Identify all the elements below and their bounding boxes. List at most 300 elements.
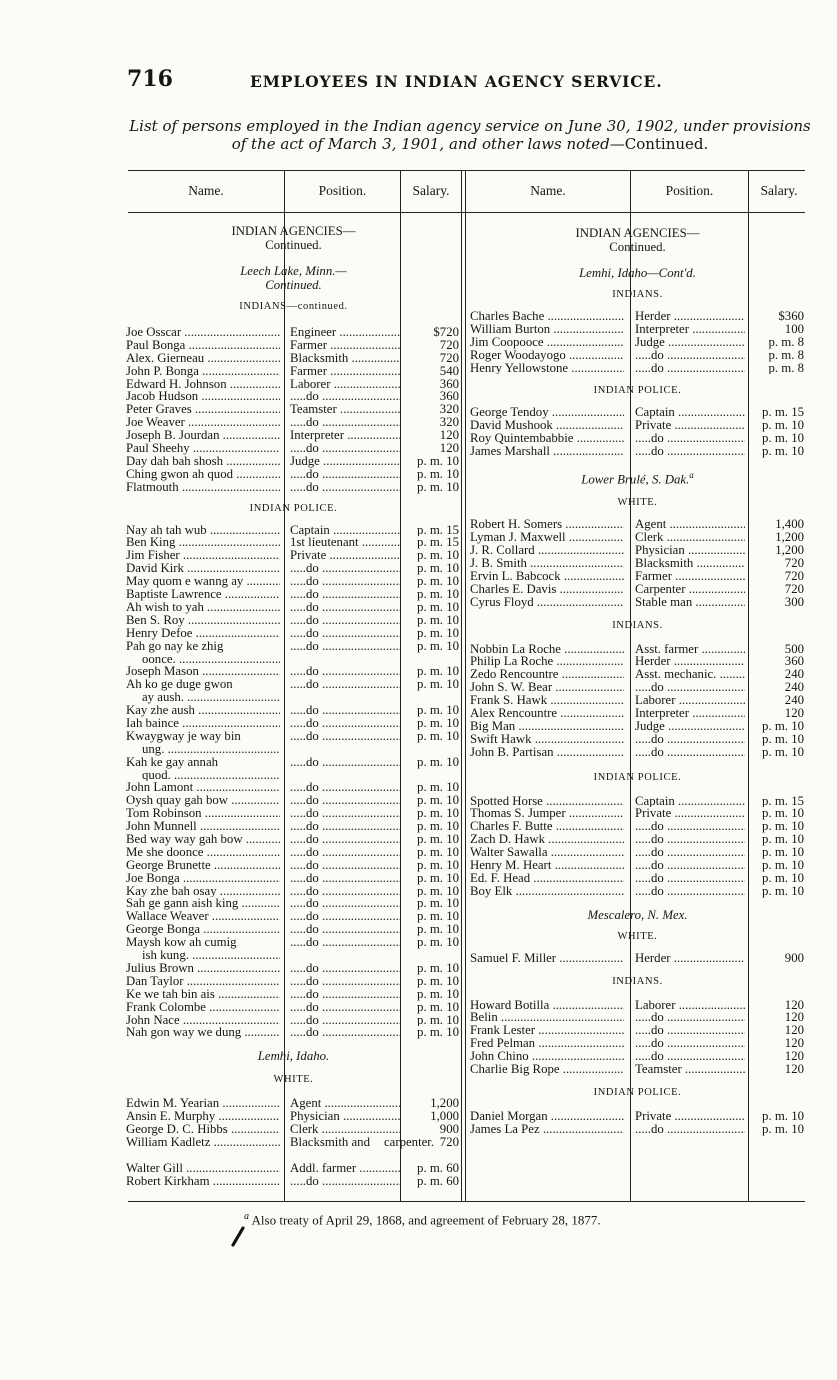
employee-name-text: George Tendoy [470,406,549,420]
salary-cell: 360 [439,377,459,391]
table-row [470,668,805,681]
employee-name-text: Alex Rencountre [470,706,558,720]
position-text: .....do [290,910,319,924]
employee-name [470,1063,624,1076]
employee-name-text: Howard Botilla [470,998,550,1012]
employee-name-text: Joe Weaver [126,416,185,430]
table-row [470,733,805,746]
table-row [470,707,805,720]
table-row [470,999,805,1012]
salary-cell: p. m. 15 [417,523,459,537]
footnote-text: Also treaty of April 29, 1868, and agreement of February 28, 1877. [251,1212,601,1228]
employee-name-cont: oonce. ..... [126,653,280,666]
employee-name-text: Swift Hawk [470,732,532,746]
employee-name [126,1014,280,1027]
position-text: .....do [290,974,319,988]
section-heading-text: INDIANS—continued. [239,301,348,312]
position-text: Physician [635,544,685,557]
table-row [470,557,805,570]
position-cell [290,614,400,627]
position-cell [290,640,400,653]
section-heading [470,226,805,254]
table-row [126,794,461,807]
salary-cell: 120 [784,1050,804,1064]
employee-name-text: Nay ah tah wub [126,523,207,537]
salary-cell: 720 [784,569,804,583]
employee-name-text: Tom Robinson [126,807,202,821]
position-text: Herder [635,951,671,965]
table-row [470,349,805,362]
table-row [126,730,461,756]
employee-name-text: Joe Bonga [126,871,180,885]
salary-cell: p. m. 10 [417,820,459,834]
header-name: Name. [530,183,566,198]
position-text: .....do [290,871,319,885]
position-text: .....do [635,732,664,746]
position-text: .....do [635,348,664,362]
table-row [126,390,461,403]
table-row [126,536,461,549]
salary-cell: p. m. 10 [417,716,459,730]
employee-name-text: Big Man [470,719,516,733]
employee-name [470,432,624,445]
table-row [126,975,461,988]
employee-name [126,1001,280,1014]
salary-cell: p. m. 10 [417,910,459,924]
table-row [470,583,805,596]
employee-name-text: Ching gwon ah quod [126,467,233,481]
table-row [126,1026,461,1039]
table-row [126,910,461,923]
employee-name-text: George Brunette [126,858,211,872]
employee-name-text: David Mushook [470,419,553,433]
table-row [470,1024,805,1037]
employee-name [126,1175,280,1188]
section-heading-text: Continued. [265,238,322,252]
employee-name [126,975,280,988]
employee-name-text: John S. W. Bear [470,681,553,695]
employee-name [126,846,280,859]
section-heading [470,908,805,922]
employee-name [126,859,280,872]
table-row [470,694,805,707]
left-table-column [126,224,461,1188]
position-text: .....do [635,681,664,695]
salary-cell: 120 [784,1024,804,1038]
position-text: .....do [290,729,319,743]
position-text: Blacksmith [635,556,694,570]
salary-cell: p. m. 10 [417,600,459,614]
salary-cell: p. m. 10 [762,833,804,847]
table-row [470,846,805,859]
salary-cell: p. m. 10 [417,858,459,872]
position-text: .....do [290,480,319,494]
salary-cell: 120 [784,1011,804,1025]
position-text: Laborer [290,377,331,391]
position-text: .....do [635,745,664,759]
employee-name-text: Kah ke gay annah [126,754,219,769]
salary-cell: p. m. 10 [762,1122,804,1136]
table-row [126,481,461,494]
position-cell [635,531,745,544]
salary-cell: 320 [439,403,459,417]
employee-name-text: Lyman J. Maxwell [470,531,566,545]
employee-name [470,952,624,965]
salary-cell: 100 [784,322,804,336]
employee-name [126,885,280,898]
employee-name [126,678,280,704]
position-text: .....do [290,755,319,769]
position-cell [290,549,400,562]
position-cell [290,678,400,691]
employee-name-text: Spotted Horse [470,794,543,808]
position-cell [290,1097,400,1110]
salary-cell: p. m. 10 [762,719,804,733]
salary-cell: p. m. 10 [417,897,459,911]
table-row [470,885,805,898]
position-text: .....do [290,1013,319,1027]
salary-cell: p. m. 10 [417,480,459,494]
employee-name [126,988,280,1001]
position-cell [635,668,745,681]
section-heading-text: INDIAN POLICE. [593,1086,682,1098]
table-row [126,326,461,339]
employee-name [470,531,624,544]
position-cell [635,720,745,733]
table-row [126,549,461,562]
table-row [470,1110,805,1123]
position-text: .....do [290,1000,319,1014]
table-row [470,419,805,432]
salary-cell: 1,200 [775,531,804,545]
ink-mark [228,1226,248,1248]
salary-cell: p. m. 15 [762,794,804,808]
position-cell [290,468,400,481]
employee-name [126,1162,280,1175]
salary-cell: 900 [784,951,804,965]
position-cell [635,596,745,609]
table-row [126,1110,461,1123]
employee-name-cont: ish kung. ..... [126,949,280,962]
salary-cell: 240 [784,681,804,695]
salary-cell: 320 [439,416,459,430]
employee-name-text: John B. Partisan [470,745,554,759]
employee-name [126,429,280,442]
employee-name-text: James La Pez [470,1122,540,1136]
position-text: Agent [290,1097,322,1111]
section-heading [470,771,805,785]
position-text: Judge [635,719,665,733]
position-text: .....do [635,846,664,859]
salary-cell: 240 [784,694,804,707]
employee-name-text: William Burton [470,322,551,336]
salary-cell: 720 [439,338,459,352]
employee-name [470,1011,624,1024]
section-heading-text: INDIANS. [612,975,663,987]
position-cell [290,833,400,846]
employee-name-text: Ed. F. Head [470,871,531,885]
position-cell [635,820,745,833]
salary-cell: p. m. 10 [762,871,804,885]
table-row [126,455,461,468]
header-position: Position. [318,183,367,198]
salary-cell: p. m. 10 [417,833,459,846]
position-text: .....do [290,665,319,679]
position-text: Addl. farmer [290,1161,357,1175]
table-row [126,365,461,378]
employee-name [470,681,624,694]
position-text: .....do [290,639,319,653]
table-row [126,756,461,782]
position-cell [635,362,745,375]
employee-name [126,807,280,820]
employee-name [470,707,624,720]
position-text: .....do [290,961,319,975]
position-cell [635,323,745,336]
employee-name-text: Cyrus Floyd [470,595,534,609]
employee-name [126,614,280,627]
position-text: Blacksmith [290,351,349,365]
employee-name-text: Alex. Gierneau [126,351,205,365]
salary-cell: p. m. 10 [417,1013,459,1027]
employee-name [470,310,624,323]
employee-name [126,481,280,494]
salary-cell: p. m. 10 [417,936,459,950]
position-cell [635,694,745,707]
position-cell [290,962,400,975]
footnote [244,1211,601,1228]
employee-name [470,655,624,668]
section-heading [470,496,805,510]
position-cell [290,339,400,352]
position-text: Interpreter [290,429,344,443]
table-row [470,872,805,885]
position-cell [635,570,745,583]
employee-name-text: Samuel F. Miller [470,951,557,965]
position-cell [290,575,400,588]
employee-name [470,349,624,362]
salary-cell: p. m. 10 [417,845,459,859]
table-row [126,962,461,975]
employee-name [470,596,624,609]
position-text: .....do [290,704,319,717]
salary-cell: p. m. 10 [417,626,459,640]
salary-cell: p. m. 10 [762,419,804,433]
salary-cell: p. m. 10 [417,549,459,563]
employee-name [470,795,624,808]
table-row [470,795,805,808]
employee-name-text: Ervin L. Babcock [470,569,561,583]
position-cell [290,326,400,339]
table-row [126,1014,461,1027]
position-cell [290,781,400,794]
employee-name-text: Roger Woodayogo [470,348,566,362]
employee-name-text: Jacob Hudson [126,390,199,404]
position-text: .....do [635,445,664,459]
position-text: .....do [290,575,319,589]
header-bottom-rule [128,212,805,213]
table-row [126,378,461,391]
table-row [126,1001,461,1014]
table-row [126,859,461,872]
salary-cell: 120 [784,998,804,1012]
employee-name [126,524,280,537]
position-cell [290,859,400,872]
employee-name [470,362,624,375]
salary-cell: 240 [784,668,804,682]
salary-cell: p. m. 10 [762,732,804,746]
position-cell [290,588,400,601]
position-text: .....do [290,897,319,911]
employee-name-text: Charles F. Butte [470,820,553,834]
position-text: Judge [290,454,320,468]
salary-cell: 360 [439,390,459,404]
employee-name [470,406,624,419]
position-cell [290,429,400,442]
position-text: Carpenter [635,582,686,596]
employee-name [126,936,280,962]
employee-name [126,575,280,588]
position-text: .....do [290,820,319,834]
table-bottom-rule [128,1201,805,1202]
employee-name-cont: ung. ..... [126,743,280,756]
employee-name [470,872,624,885]
salary-cell: 120 [784,1063,804,1076]
table-row [470,570,805,583]
table-row [470,1050,805,1063]
salary-cell: p. m. 10 [417,884,459,898]
position-text: Agent [635,518,667,532]
position-cell [635,518,745,531]
employee-name-text: Maysh kow ah cumig [126,935,237,950]
salary-cell: p. m. 10 [417,678,459,692]
table-row [126,678,461,704]
footnote-marker: a [244,1211,249,1222]
table-row [470,859,805,872]
table-row [126,1162,461,1175]
employee-name-text: Henry M. Heart [470,858,552,872]
position-cell [635,1110,745,1123]
section-heading [126,300,461,314]
employee-name-text: Walter Gill [126,1161,183,1175]
position-text: Captain [635,794,675,808]
employee-name-text: Walter Sawalla [470,846,548,859]
position-text: .....do [290,833,319,846]
position-cell [635,336,745,349]
salary-cell: p. m. 10 [762,807,804,821]
position-cell [290,403,400,416]
employee-name [470,570,624,583]
position-cell [290,1162,400,1175]
salary-cell: p. m. 10 [417,467,459,481]
position-cell [635,445,745,458]
salary-cell: 720 [439,1135,459,1149]
employee-name-text: Joseph Mason [126,665,199,679]
table-row [126,1136,461,1162]
position-cell [290,1001,400,1014]
position-text: Asst. farmer [635,642,699,656]
position-cell [290,807,400,820]
employee-name-text: Daniel Morgan [470,1109,548,1123]
section-heading [126,502,461,516]
position-cell [635,859,745,872]
salary-cell: p. m. 10 [762,432,804,446]
table-row [470,445,805,458]
section-heading-text: Continued. [265,278,322,292]
employee-name-text: Philip La Roche [470,655,554,669]
employee-name [126,704,280,717]
position-text: Herder [635,655,671,669]
employee-name-text: Paul Sheehy [126,442,190,455]
caption-italic: List of persons employed in the Indian agency service on June 30, 1902, under provisions of the act of March 3, 1901, and other laws noted [129,117,811,153]
section-heading [470,1086,805,1100]
employee-name-text: Ke we tah bin ais [126,987,215,1001]
position-text: .....do [290,845,319,859]
position-cell [635,681,745,694]
position-cell [290,885,400,898]
table-row [126,468,461,481]
employee-name [470,833,624,846]
position-text: .....do [290,467,319,481]
position-text: .....do [290,716,319,730]
position-cell [290,910,400,923]
position-text: Teamster [635,1063,682,1076]
employee-name [126,588,280,601]
employee-name [126,442,280,455]
employee-name-text: Joseph B. Jourdan [126,429,220,443]
employee-name [470,583,624,596]
salary-cell: p. m. 10 [417,1026,459,1040]
employee-name-text: Boy Elk [470,884,513,898]
position-text: .....do [290,613,319,627]
center-divider [461,171,462,1201]
table-row [126,897,461,910]
table-row [126,988,461,1001]
salary-cell: p. m. 10 [762,445,804,459]
table-row [470,432,805,445]
section-heading [126,224,461,252]
table-row [470,518,805,531]
employee-name [470,999,624,1012]
employee-name [126,794,280,807]
position-cell [290,481,400,494]
position-cell [290,1110,400,1123]
employee-name [126,1136,280,1149]
salary-cell: p. m. 10 [417,704,459,717]
center-divider [465,171,466,1201]
position-cell [635,432,745,445]
position-cell [290,601,400,614]
position-cell [635,406,745,419]
position-text: .....do [635,1050,664,1064]
section-heading [470,288,805,302]
header-salary: Salary. [760,183,798,198]
position-cell [635,1063,745,1076]
employee-name [126,378,280,391]
employee-name-text: Fred Pelman [470,1037,536,1051]
position-cell [290,704,400,717]
employee-name [126,910,280,923]
employee-name-text: Nah gon way we dung [126,1026,242,1040]
position-cell [635,583,745,596]
table-row [126,936,461,962]
employee-name-cont: quod. ..... [126,769,280,782]
table-row [126,640,461,666]
salary-cell: p. m. 10 [417,613,459,627]
employee-name [126,468,280,481]
employee-name-text: Henry Defoe [126,626,193,640]
position-text: .....do [290,626,319,640]
